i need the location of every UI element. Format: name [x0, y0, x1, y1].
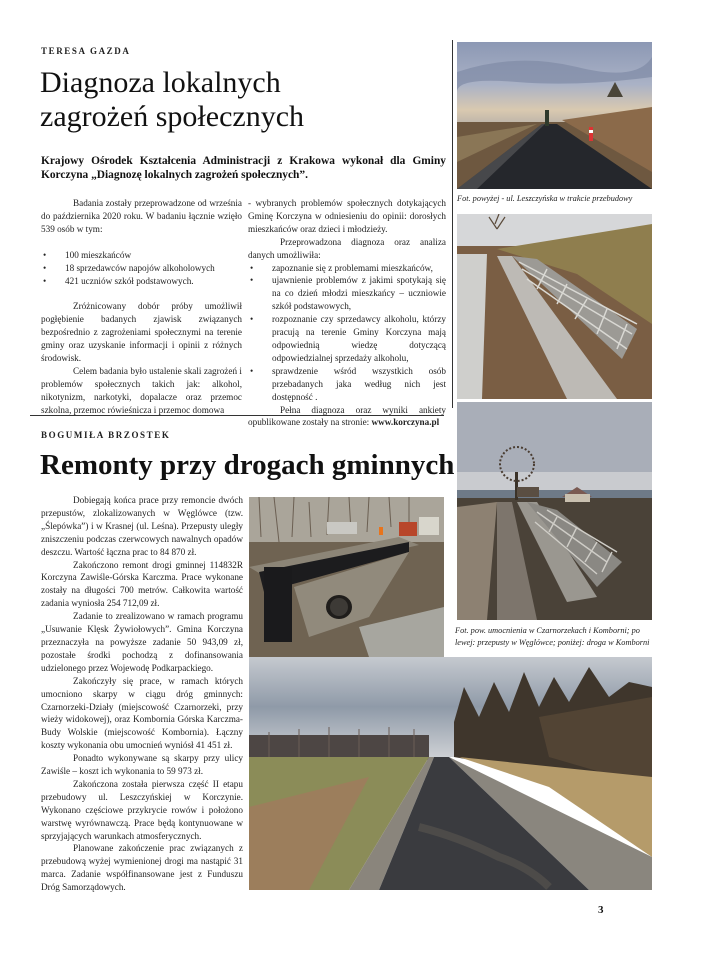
- article1-col1-paragraph: Celem badania było ustalenie skali zagrożeń i problemów społecznych takich jak: alkohol, nikotynizm, narkotyki, dopalacze oraz przemoc szkolna, przemoc rówieśnicza i przemoc domowa: [41, 365, 242, 415]
- article1-col1-paragraph: Badania zostały przeprowadzone od września do października 2020 roku. W badaniu łącznie wzięło 539 osób w tym:: [41, 198, 242, 234]
- article1-col1-list: [41, 249, 242, 288]
- article1-column1: [41, 197, 242, 417]
- article1-author: TERESA GAZDA: [41, 46, 131, 56]
- list-item: • ujawnienie problemów z jakimi spotykają się na co dzień młodzi mieszkańcy – uczniowie szkół podstawowych,: [248, 274, 446, 313]
- list-item: • sprawdzenie wśród wszystkich osób przebadanych jaka według nich jest dostępność .: [248, 365, 446, 404]
- article2-paragraph: Dobiegają końca prace przy remoncie dwóch przepustów, zlokalizowanych w Węglówce (tzw. „Ślepówka”) i w Krasnej (ul. Leśna). Przepusty uległy zniszczeniu podczas czerwcowych nawalnych opadów deszczu. Wartość łączna prac to 84 870 zł.: [41, 495, 243, 557]
- article1-lead: Krajowy Ośrodek Kształcenia Administracji z Krakowa wykonał dla Gminy Korczyna „Diagnozę lokalnych zagrożeń społecznych”.: [41, 155, 446, 181]
- article1-col2-closing: Pełna diagnoza oraz wyniki ankiety opublikowane zostały na stronie:: [248, 404, 446, 428]
- column-divider: [452, 40, 453, 408]
- article1-col2-list: [248, 262, 446, 404]
- photo-culvert-weglowka: [249, 497, 444, 657]
- photo-slope-reinforcement-1: [457, 214, 652, 399]
- photo-caption-1: Fot. powyżej - ul. Leszczyńska w trakcie przebudowy: [457, 194, 633, 203]
- website-link[interactable]: www.korczyna.pl: [371, 417, 440, 428]
- photo-slope-reinforcement-2: [457, 402, 652, 620]
- article1-column2: [248, 197, 446, 429]
- article2-body: [41, 494, 243, 894]
- page-number: 3: [598, 904, 604, 916]
- article2-paragraph: Zakończyły się prace, w ramach których umocniono skarpy w ciągu dróg gminnych: Czarnorzeki-Działy (miejscowość Czarnorzeki, przy wieży widokowej), oraz Kombornia Górska Karczma-Budy Wolskie (miejscowość Kombornia). Łączny koszty wykonania obu umocnień wyniósł 41 451 zł.: [41, 675, 243, 751]
- article1-col2-paragraph: - wybranych problemów społecznych dotykających Gminę Korczyna w odniesieniu do opinii: dorosłych mieszkańców oraz dzieci i młodzieży.: [248, 198, 446, 234]
- article2-paragraph: Zakończono remont drogi gminnej 114832R Korczyna Zawiśle-Górska Karczma. Prace wykonane zostały na długości 700 metrów. Całkowita wartość zadania wyniosła 254 712,09 zł.: [41, 559, 243, 609]
- list-item: • 100 mieszkańców: [41, 249, 242, 262]
- article1-col1-paragraph: Zróżnicowany dobór próby umożliwił pogłębienie badanych zjawisk związanych bezpośrednio z zagrożeniami społecznymi na terenie gminy oraz uzyskanie informacji i opinii z różnych środowisk.: [41, 301, 242, 364]
- photo-caption-2: Fot. pow. umocnienia w Czarnorzekach i Komborni; po lewej: przepusty w Węglówce; poniżej: droga w Komborni: [455, 626, 650, 647]
- article1-col2-paragraph: Przeprowadzona diagnoza oraz analiza danych umożliwiła:: [248, 236, 446, 260]
- article-separator: [30, 415, 444, 416]
- article1-title-line2: zagrożeń społecznych: [40, 100, 305, 133]
- article2-paragraph: Zadanie to zrealizowano w ramach programu „Usuwanie Klęsk Żywiołowych”. Gmina Korczyna przeznaczyła na powyższe zadanie 50 943,09 zł, pozostałe środki pochodzą z dofinansowania udzielonego przez Wojewodę Podkarpackiego.: [41, 611, 243, 673]
- article2-paragraph: Zakończona została pierwsza część II etapu przebudowy ul. Leszczyńskiej w Korczynie. Wykonano częściowe przykrycie rowów i położono warstwę wyrównawczą. Prace będą kontynuowane w sprzyjających warunkach atmosferycznych.: [41, 778, 243, 841]
- photo-leszczynska-road: [457, 42, 652, 189]
- list-item: • zapoznanie się z problemami mieszkańców,: [248, 262, 446, 275]
- list-item: • rozpoznanie czy sprzedawcy alkoholu, którzy pracują na terenie Gminy Korczyna mają odpowiednią wiedzę dotyczącą odpowiedzialnej sprzedaży alkoholu,: [248, 313, 446, 365]
- article1-col2-paragraph: [248, 404, 446, 430]
- article2-author: BOGUMIŁA BRZOSTEK: [41, 430, 171, 440]
- article1-title-line1: Diagnoza lokalnych: [40, 66, 281, 99]
- article2-paragraph: Planowane zakończenie prac związanych z przebudową wyżej wymienionej drogi ma nastąpić 31 marca. Zadanie współfinansowane jest z Funduszu Dróg Samorządowych.: [41, 843, 243, 893]
- article1-title: [40, 66, 440, 134]
- list-item: • 18 sprzedawców napojów alkoholowych: [41, 262, 242, 275]
- article2-title: Remonty przy drogach gminnych: [40, 449, 455, 481]
- photo-road-kombornia: [249, 657, 652, 890]
- list-item: • 421 uczniów szkół podstawowych.: [41, 275, 242, 288]
- article2-paragraph: Ponadto wykonywane są skarpy przy ulicy Zawiśle – koszt ich wykonania to 59 973 zł.: [41, 753, 243, 777]
